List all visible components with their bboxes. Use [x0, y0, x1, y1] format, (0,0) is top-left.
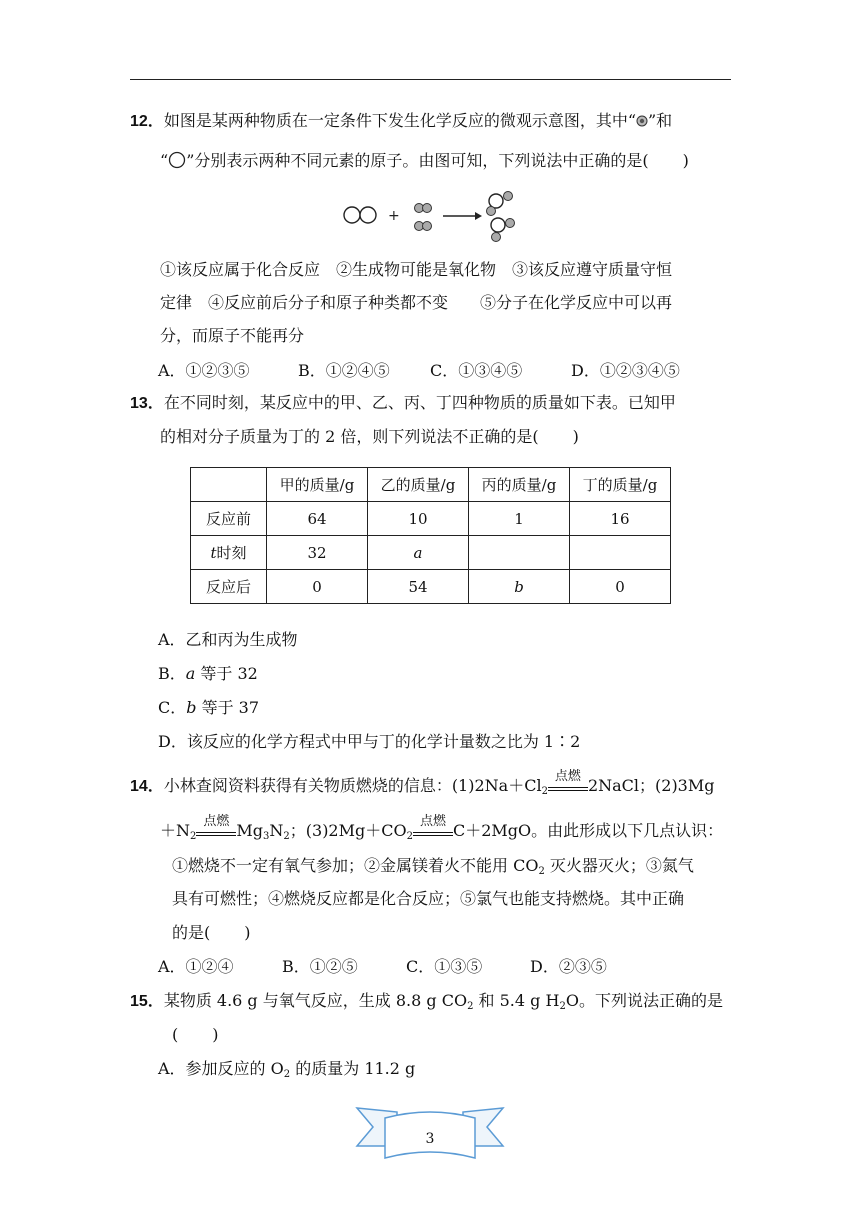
hollow-atom-icon — [168, 151, 186, 169]
q14-line-4: 具有可燃性；④燃烧反应都是化合反应；⑤氯气也能支持燃烧。其中正确 — [172, 889, 685, 908]
q14-line-2: $+N_2$ 点燃 $Mg_3N_2$；$(3)2Mg+CO_2$ 点燃 C＋2MgO。由此形成以下几点认识： — [160, 814, 724, 842]
table-header-cell: 丁的质量/g — [570, 468, 671, 502]
q14-options — [158, 956, 607, 978]
option-a: A．①②③⑤ — [158, 361, 250, 380]
mass-table — [190, 467, 671, 604]
table-cell: 10 — [368, 502, 469, 536]
q14-line-3: ①燃烧不一定有氧气参加；②金属镁着火不能用 $CO_2$ 灭火器灭火；③氮气 — [172, 856, 694, 877]
q14-line-1: 14．小林查阅资料获得有关物质燃烧的信息：$(1)2Na+Cl_2$ 点燃 2NaCl；(2)3Mg — [130, 769, 715, 797]
plus-sign: + — [388, 208, 400, 224]
q13-line-1: 13．在不同时刻，某反应中的甲、乙、丙、丁四种物质的质量如下表。已知甲 — [130, 393, 676, 412]
question-number: 15． — [130, 993, 164, 1010]
q13-line-2: 的相对分子质量为丁的 2 倍，则下列说法不正确的是( ) — [160, 427, 579, 446]
q13-option-b: B．a 等于 32 — [158, 664, 258, 683]
reaction-condition: 点燃 — [548, 784, 588, 791]
q12-line-2: “ ”分别表示两种不同元素的原子。由图可知，下列说法中正确的是( ) — [160, 151, 689, 170]
reaction-diagram — [335, 185, 535, 245]
table-header-cell: 乙的质量/g — [368, 468, 469, 502]
table-cell: 54 — [368, 570, 469, 604]
table-row — [191, 502, 671, 536]
table-cell: 0 — [267, 570, 368, 604]
option-c: C．①③④⑤ — [430, 361, 523, 380]
reaction-condition: 点燃 — [196, 829, 236, 836]
question-number: 12． — [130, 113, 164, 130]
table-cell: t时刻 — [191, 536, 267, 570]
table-cell: b — [469, 570, 570, 604]
question-number: 14． — [130, 778, 164, 795]
product-molecules — [487, 192, 515, 242]
q15-line-1: 15．某物质 4.6 g 与氧气反应，生成 8.8 g $CO_2$ 和 5.4 g $H_2O$。下列说法正确的是 — [130, 991, 723, 1012]
reactant-molecules-dotted — [415, 204, 432, 231]
table-cell: 反应后 — [191, 570, 267, 604]
reaction-condition: 点燃 — [413, 829, 453, 836]
question-number: 13． — [130, 395, 164, 412]
q12-statement-line-3: 分，而原子不能再分 — [160, 326, 305, 345]
table-cell — [191, 468, 267, 502]
table-header-cell: 甲的质量/g — [267, 468, 368, 502]
q12-options — [158, 360, 680, 382]
table-cell: 0 — [570, 570, 671, 604]
q14-line-5: 的是( ) — [172, 923, 251, 942]
table-row — [191, 570, 671, 604]
q12-statement-line-2: 定律 ④反应前后分子和原子种类都不变 ⑤分子在化学反应中可以再 — [160, 293, 673, 312]
table-cell — [570, 536, 671, 570]
reactant-molecule-hollow — [344, 207, 376, 223]
q13-option-c: C．b 等于 37 — [158, 698, 260, 717]
page-number: 3 — [425, 1131, 435, 1147]
option-a: A．①②④ — [158, 957, 234, 976]
q15-line-2: ( ) — [172, 1025, 219, 1044]
table-cell: a — [368, 536, 469, 570]
table-cell — [469, 536, 570, 570]
header-rule — [130, 79, 731, 80]
q12-statement-line-1: ①该反应属于化合反应 ②生成物可能是氧化物 ③该反应遵守质量守恒 — [160, 260, 673, 279]
q13-option-d: D．该反应的化学方程式中甲与丁的化学计量数之比为 1∶2 — [158, 732, 581, 751]
dotted-atom-icon — [636, 115, 648, 127]
option-c: C．①③⑤ — [406, 957, 483, 976]
q12-line-1: 12．如图是某两种物质在一定条件下发生化学反应的微观示意图，其中“ ”和 — [130, 111, 673, 130]
option-d: D．①②③④⑤ — [571, 361, 680, 380]
table-header-row — [191, 468, 671, 502]
table-cell: 64 — [267, 502, 368, 536]
option-d: D．②③⑤ — [530, 957, 607, 976]
table-cell: 1 — [469, 502, 570, 536]
reaction-arrow — [443, 212, 482, 220]
option-b: B．①②⑤ — [282, 957, 358, 976]
q15-option-a: A．参加反应的 $O_2$ 的质量为 11.2 g — [158, 1059, 416, 1080]
table-cell: 16 — [570, 502, 671, 536]
table-row — [191, 536, 671, 570]
table-cell: 反应前 — [191, 502, 267, 536]
table-header-cell: 丙的质量/g — [469, 468, 570, 502]
q13-option-a: A．乙和丙为生成物 — [158, 630, 298, 649]
table-cell: 32 — [267, 536, 368, 570]
option-b: B．①②④⑤ — [298, 361, 390, 380]
